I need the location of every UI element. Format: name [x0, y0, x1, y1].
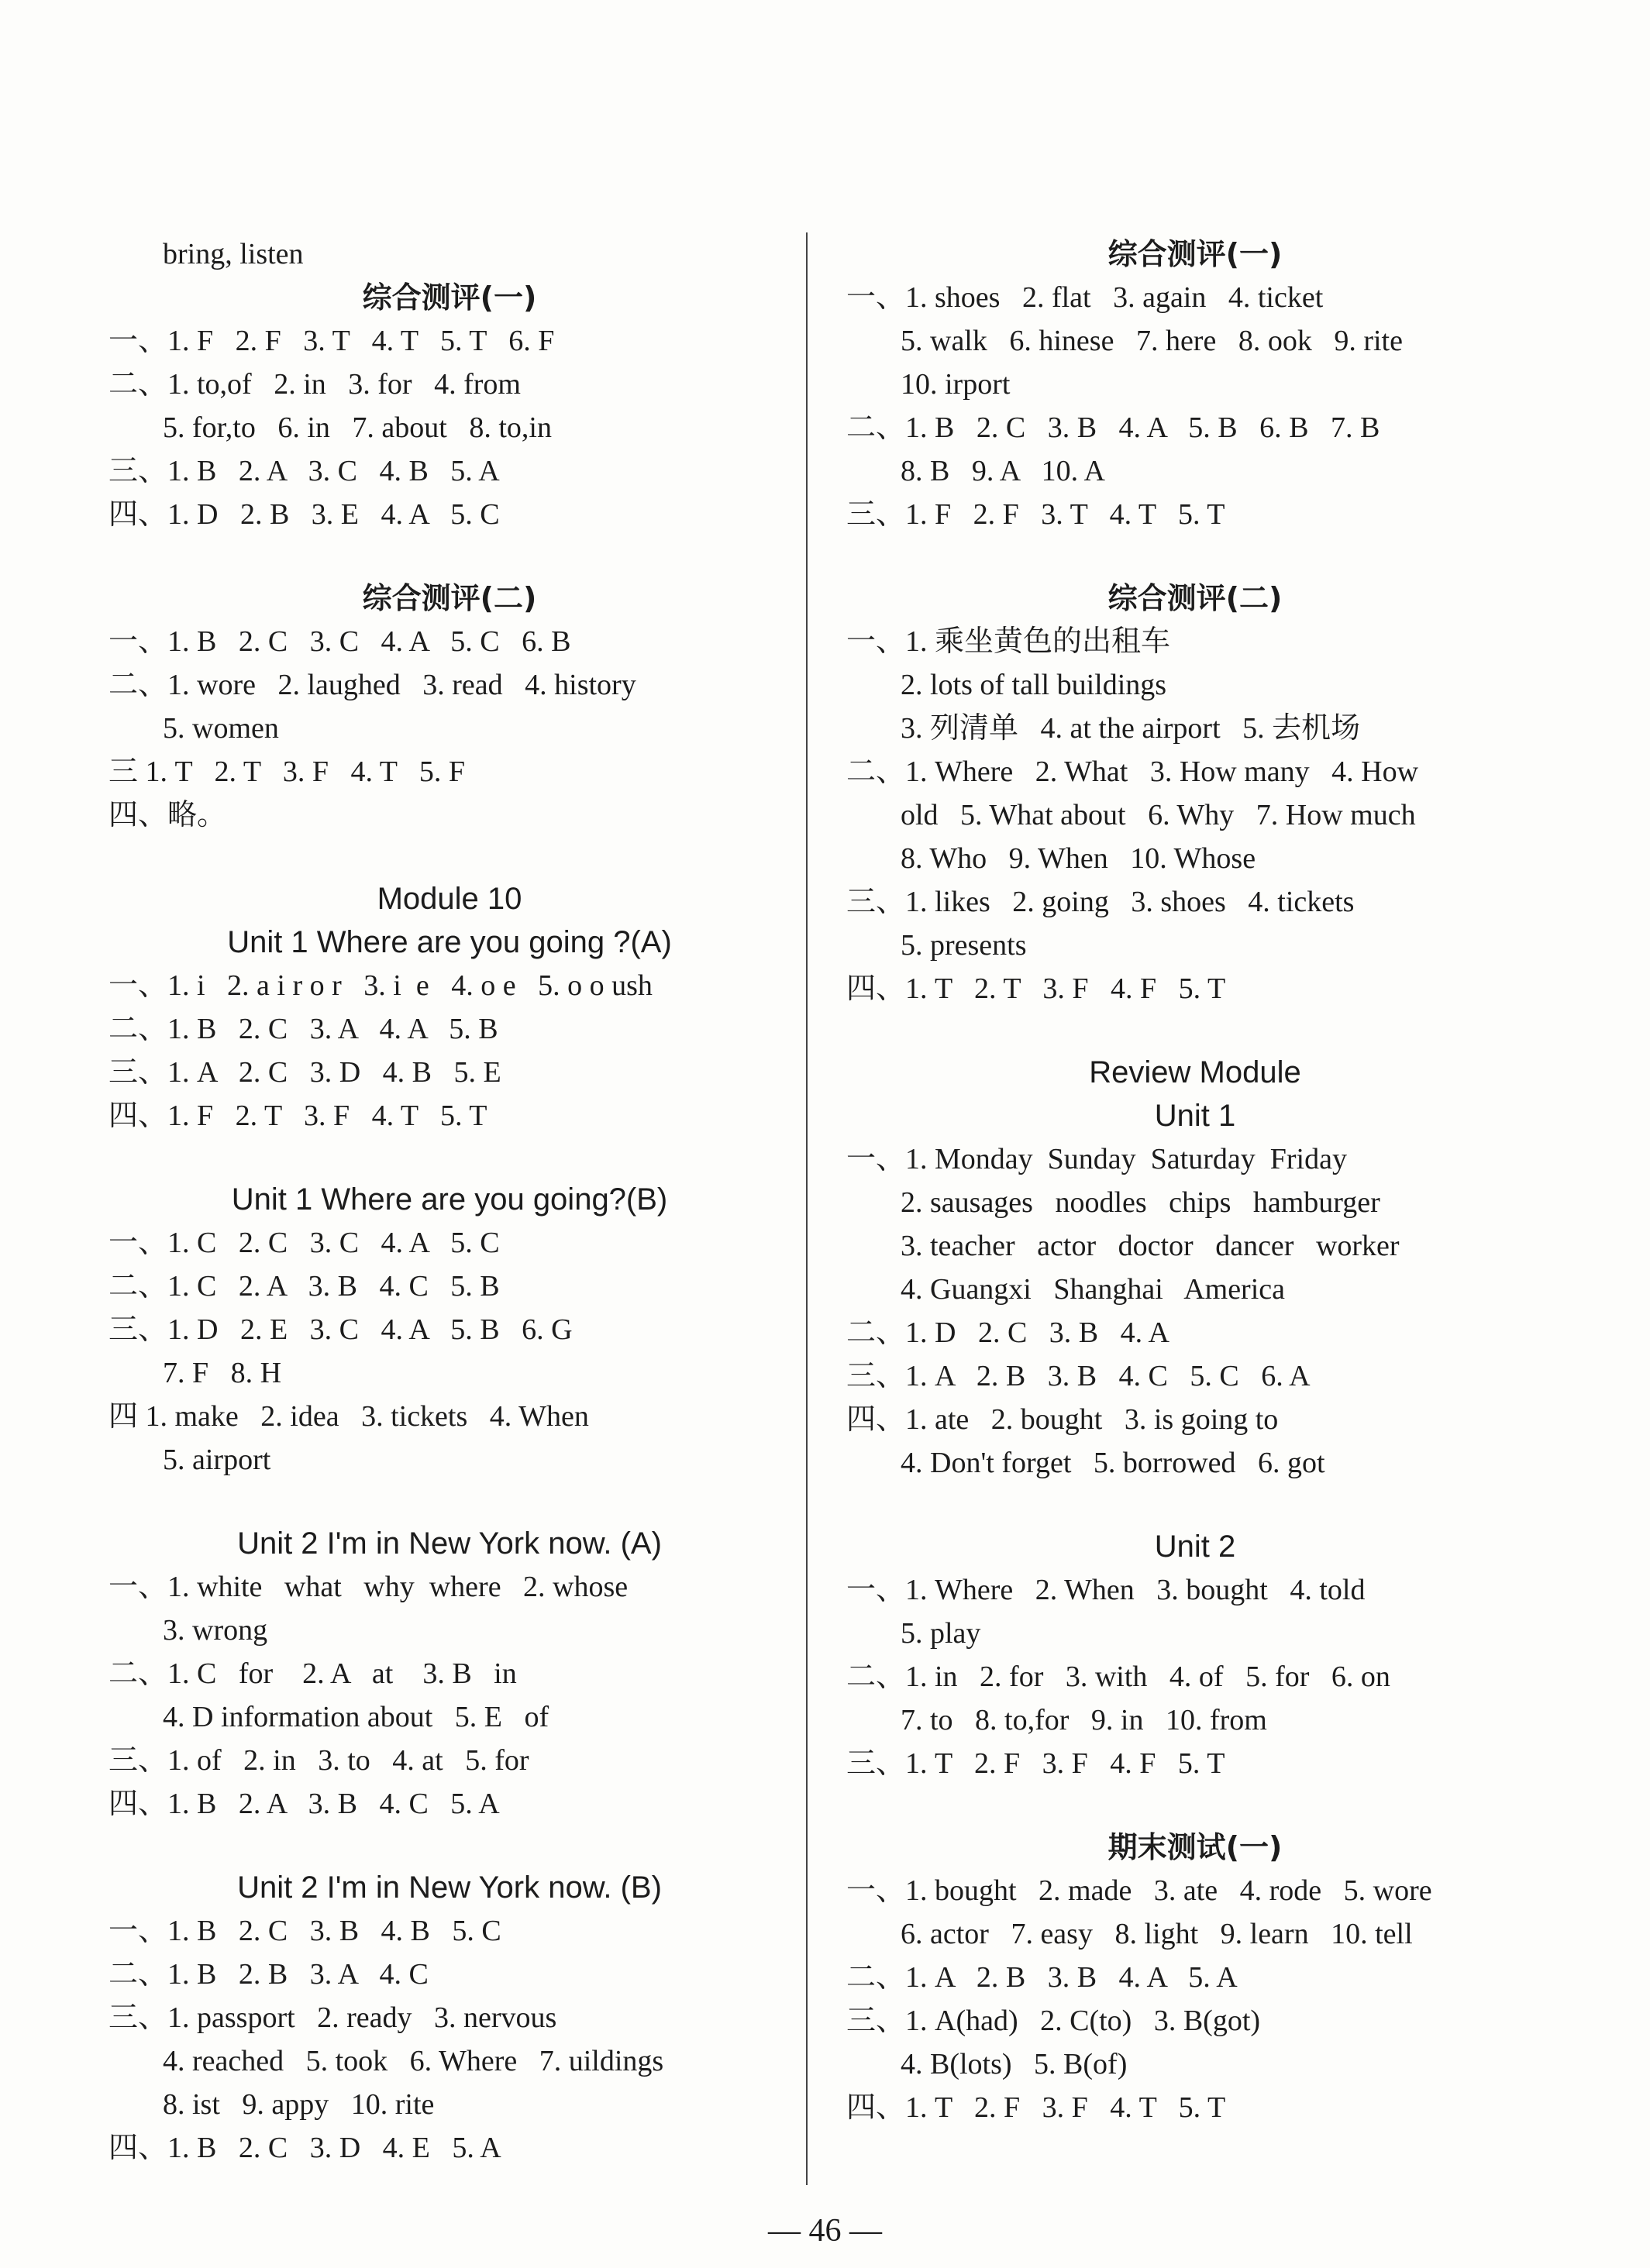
answer-line: 三、1. T 2. F 3. F 4. F 5. T	[846, 1747, 1225, 1780]
section-gap	[109, 536, 791, 576]
answer-line: 三、1. A 2. C 3. D 4. B 5. E	[109, 1056, 501, 1089]
section-heading: Unit 2	[1154, 1530, 1236, 1564]
section-gap	[846, 536, 1544, 576]
answer-line: 四、略。	[109, 799, 227, 831]
answer-line: 四、1. F 2. T 3. F 4. T 5. T	[109, 1100, 487, 1132]
answer-line: 一、1. i 2. a i r o r 3. i e 4. o e 5. o o ush	[109, 969, 653, 1002]
answer-line: 3. teacher actor doctor dancer worker	[901, 1230, 1400, 1262]
answer-line: 三、1. B 2. A 3. C 4. B 5. A	[109, 455, 500, 487]
answer-line: 二、1. D 2. C 3. B 4. A	[846, 1316, 1169, 1349]
answer-line: 一、1. B 2. C 3. B 4. B 5. C	[109, 1915, 501, 1947]
section-heading: Unit 2 I'm in New York now. (B)	[237, 1870, 662, 1905]
answer-line: 三、1. F 2. F 3. T 4. T 5. T	[846, 498, 1225, 531]
answer-line: 一、1. Monday Sunday Saturday Friday	[846, 1143, 1347, 1175]
right-column	[846, 232, 1544, 2129]
answer-line: 一、1. B 2. C 3. C 4. A 5. C 6. B	[109, 625, 571, 658]
answer-line: 一、1. C 2. C 3. C 4. A 5. C	[109, 1227, 500, 1259]
answer-line: 3. 列清单 4. at the airport 5. 去机场	[901, 712, 1361, 745]
section-gap	[109, 837, 791, 877]
answer-line: 4. B(lots) 5. B(of)	[901, 2048, 1128, 2080]
answer-line: 四、1. D 2. B 3. E 4. A 5. C	[109, 498, 500, 531]
answer-line: 二、1. B 2. C 3. B 4. A 5. B 6. B 7. B	[846, 411, 1380, 444]
section-heading: Unit 1 Where are you going ?(A)	[227, 925, 672, 959]
answer-line: 四、1. T 2. T 3. F 4. F 5. T	[846, 972, 1226, 1005]
section-heading: Unit 2 I'm in New York now. (A)	[237, 1526, 662, 1561]
answer-line: 三 1. T 2. T 3. F 4. T 5. F	[109, 755, 465, 788]
answer-line: 4. D information about 5. E of	[163, 1701, 549, 1733]
section-heading: 综合测评(一)	[362, 280, 537, 315]
section-gap	[846, 1485, 1544, 1525]
answer-line: 三、1. D 2. E 3. C 4. A 5. B 6. G	[109, 1313, 573, 1346]
answer-line: 3. wrong	[163, 1614, 268, 1647]
answer-line: 一、1. Where 2. When 3. bought 4. told	[846, 1574, 1366, 1606]
answer-line: 二、1. to,of 2. in 3. for 4. from	[109, 368, 521, 401]
answer-line: 2. sausages noodles chips hamburger	[901, 1186, 1380, 1219]
answer-line: 10. irport	[901, 368, 1011, 401]
answer-line: 5. airport	[163, 1444, 271, 1476]
answer-line: bring, listen	[163, 238, 304, 270]
answer-line: 4. Guangxi Shanghai America	[901, 1273, 1286, 1306]
answer-line: 7. to 8. to,for 9. in 10. from	[901, 1704, 1267, 1736]
section-heading: 期末测试(一)	[1107, 1830, 1283, 1864]
answer-line: 二、1. C 2. A 3. B 4. C 5. B	[109, 1270, 500, 1303]
answer-line: 四、1. T 2. F 3. F 4. T 5. T	[846, 2091, 1226, 2124]
section-heading: 综合测评(二)	[1107, 581, 1283, 615]
answer-line: 5. presents	[901, 929, 1027, 962]
section-heading: 综合测评(二)	[362, 581, 537, 615]
answer-line: 4. Don't forget 5. borrowed 6. got	[901, 1447, 1325, 1479]
answer-line: 6. actor 7. easy 8. light 9. learn 10. tell	[901, 1918, 1413, 1950]
section-gap	[109, 1482, 791, 1522]
section-heading: Unit 1	[1154, 1099, 1236, 1133]
answer-line: 4. reached 5. took 6. Where 7. uildings	[163, 2045, 664, 2077]
answer-line: 四 1. make 2. idea 3. tickets 4. When	[109, 1400, 589, 1433]
left-column	[109, 232, 791, 2170]
answer-line: 三、1. A(had) 2. C(to) 3. B(got)	[846, 2005, 1261, 2037]
answer-line: 一、1. F 2. F 3. T 4. T 5. T 6. F	[109, 325, 555, 357]
answer-line: 8. B 9. A 10. A	[901, 455, 1105, 487]
answer-line: 2. lots of tall buildings	[901, 669, 1167, 701]
column-divider	[806, 232, 808, 2185]
section-heading: Module 10	[377, 882, 522, 916]
answer-line: 8. ist 9. appy 10. rite	[163, 2088, 435, 2121]
section-heading: Unit 1 Where are you going?(B)	[231, 1182, 668, 1217]
answer-line: 8. Who 9. When 10. Whose	[901, 842, 1256, 875]
answer-line: 二、1. B 2. B 3. A 4. C	[109, 1958, 429, 1991]
section-heading: Review Module	[1089, 1055, 1301, 1089]
section-heading: 综合测评(一)	[1107, 237, 1283, 271]
answer-line: 二、1. wore 2. laughed 3. read 4. history	[109, 669, 636, 701]
answer-line: 一、1. bought 2. made 3. ate 4. rode 5. wore	[846, 1874, 1432, 1907]
answer-line: 一、1. shoes 2. flat 3. again 4. ticket	[846, 281, 1324, 314]
section-gap	[109, 1826, 791, 1866]
page-number: — 46 —	[768, 2213, 882, 2249]
answer-line: 5. for,to 6. in 7. about 8. to,in	[163, 411, 552, 444]
answer-line: 四、1. ate 2. bought 3. is going to	[846, 1403, 1279, 1436]
answer-line: 一、1. 乘坐黄色的出租车	[846, 625, 1171, 658]
answer-line: 二、1. Where 2. What 3. How many 4. How	[846, 755, 1419, 788]
answer-line: 一、1. white what why where 2. whose	[109, 1571, 629, 1603]
answer-line: 四、1. B 2. A 3. B 4. C 5. A	[109, 1788, 500, 1820]
answer-line: 二、1. C for 2. A at 3. B in	[109, 1657, 517, 1690]
section-gap	[846, 1785, 1544, 1826]
answer-line: 二、1. in 2. for 3. with 4. of 5. for 6. on	[846, 1661, 1390, 1693]
answer-line: 5. play	[901, 1617, 981, 1650]
answer-line: 5. women	[163, 712, 279, 745]
answer-line: 二、1. B 2. C 3. A 4. A 5. B	[109, 1013, 498, 1045]
answer-line: 四、1. B 2. C 3. D 4. E 5. A	[109, 2132, 501, 2164]
answer-line: 7. F 8. H	[163, 1357, 282, 1389]
answer-line: 三、1. A 2. B 3. B 4. C 5. C 6. A	[846, 1360, 1311, 1392]
answer-line: 5. walk 6. hinese 7. here 8. ook 9. rite	[901, 325, 1403, 357]
section-gap	[109, 1137, 791, 1178]
section-gap	[846, 1010, 1544, 1051]
answer-line: 三、1. likes 2. going 3. shoes 4. tickets	[846, 886, 1355, 918]
answer-line: 三、1. passport 2. ready 3. nervous	[109, 2001, 557, 2034]
answer-line: 三、1. of 2. in 3. to 4. at 5. for	[109, 1744, 529, 1777]
answer-line: old 5. What about 6. Why 7. How much	[901, 799, 1416, 831]
answer-line: 二、1. A 2. B 3. B 4. A 5. A	[846, 1961, 1238, 1994]
